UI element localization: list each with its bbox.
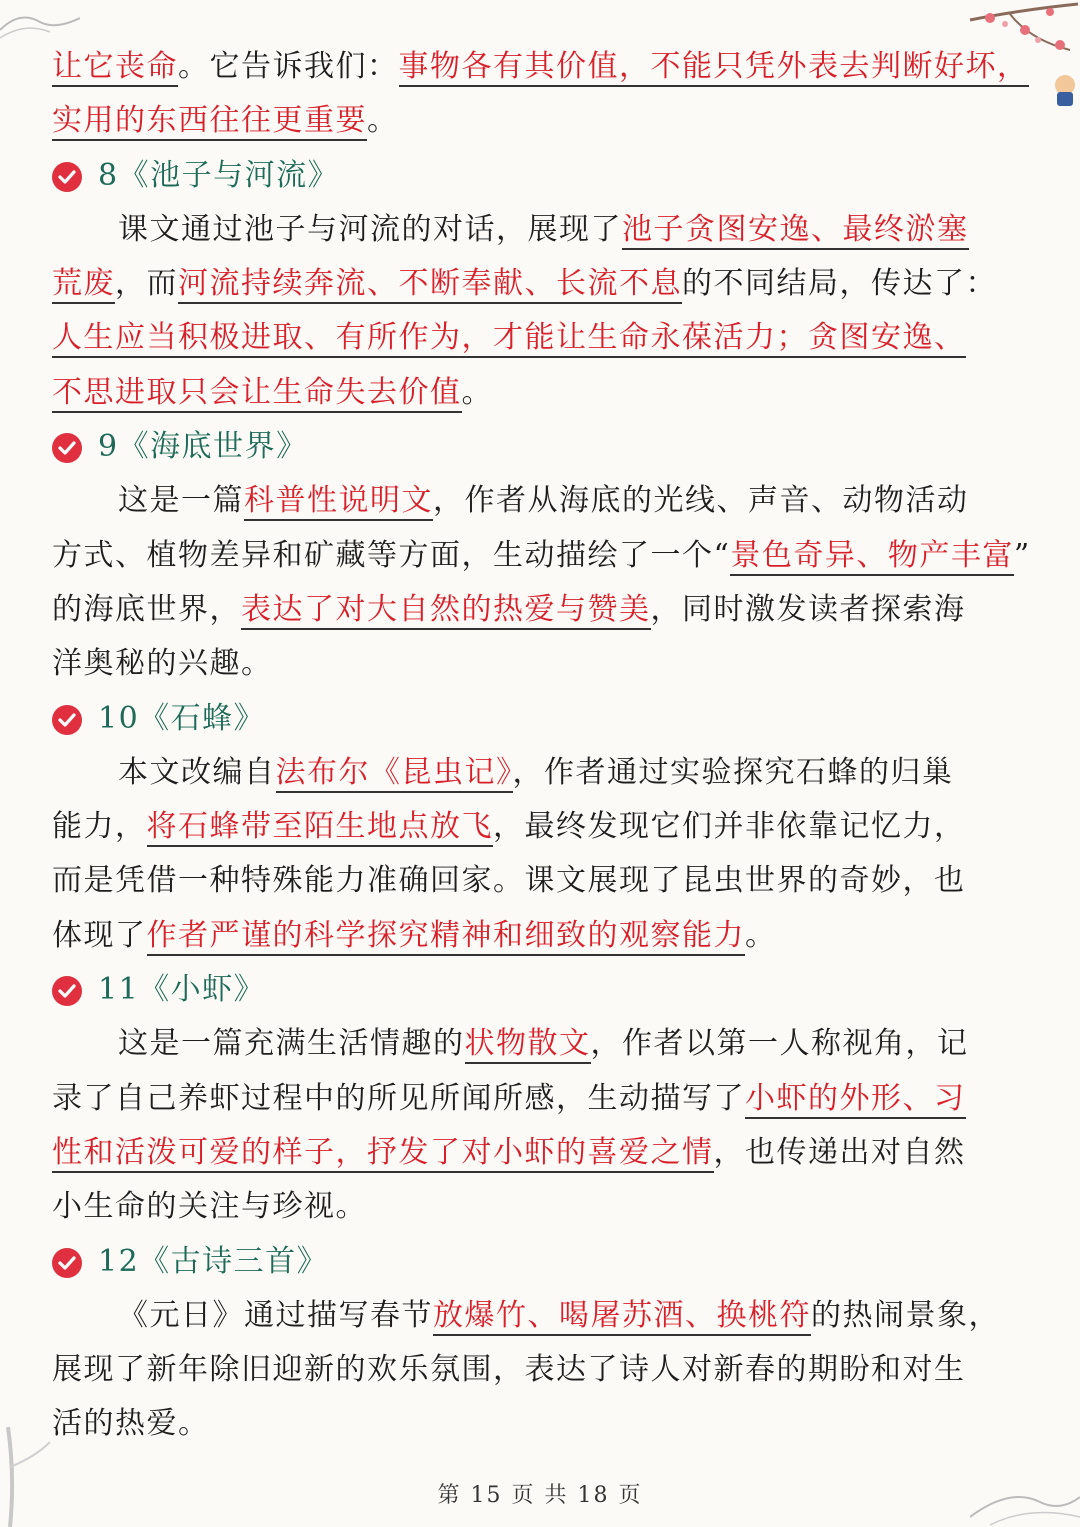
body-text: 洋奥秘的兴趣。 bbox=[52, 646, 273, 682]
text-line bbox=[52, 366, 1002, 420]
key-point-text: 事物各有其价值，不能只凭外表去判断好坏， bbox=[399, 49, 1029, 87]
body-text: 的海底世界， bbox=[52, 591, 241, 627]
text-line bbox=[52, 1072, 1002, 1126]
section-heading bbox=[52, 963, 1002, 1017]
check-circle-icon bbox=[52, 433, 82, 463]
body-text: ，最终发现它们并非依靠记忆力， bbox=[493, 809, 966, 845]
check-circle-icon bbox=[52, 976, 82, 1006]
body-text: 这是一篇 bbox=[118, 483, 244, 519]
key-point-text: 性和活泼可爱的样子，抒发了对小虾的喜爱之情 bbox=[52, 1135, 714, 1173]
body-text: 的不同结局，传达了： bbox=[682, 266, 997, 302]
text-line bbox=[52, 1343, 1002, 1397]
body-text: 能力， bbox=[52, 809, 147, 845]
body-text: 。 bbox=[745, 917, 777, 953]
body-text: 课文通过池子与河流的对话，展现了 bbox=[118, 211, 622, 247]
text-line bbox=[52, 474, 1002, 528]
text-line bbox=[52, 800, 1002, 854]
text-line bbox=[52, 909, 1002, 963]
body-text: ” bbox=[1013, 537, 1031, 573]
key-point-text: 法布尔《昆虫记》 bbox=[276, 755, 513, 793]
key-point-text: 实用的东西往往更重要 bbox=[52, 103, 367, 141]
text-line bbox=[52, 1289, 1002, 1343]
page-footer: 第 15 页 共 18 页 bbox=[437, 1483, 643, 1508]
body-text: ，作者从海底的光线、声音、动物活动 bbox=[433, 483, 969, 519]
key-point-text: 不思进取只会让生命失去价值 bbox=[52, 375, 462, 413]
text-line bbox=[52, 529, 1031, 583]
ink-landscape-decoration bbox=[0, 0, 80, 40]
body-text: ，也传递出对自然 bbox=[713, 1134, 966, 1170]
key-point-text: 河流持续奔流、不断奉献、长流不息 bbox=[178, 266, 682, 304]
text-line bbox=[52, 1126, 1002, 1180]
key-point-text: 让它丧命 bbox=[52, 49, 178, 87]
text-line bbox=[52, 203, 1002, 257]
key-point-text: 荒废 bbox=[52, 266, 115, 304]
body-text: 录了自己养虾过程中的所见所闻所感，生动描写了 bbox=[52, 1080, 745, 1116]
body-text: 小生命的关注与珍视。 bbox=[52, 1189, 367, 1225]
body-text: 的热闹景象， bbox=[811, 1297, 1000, 1333]
text-line bbox=[52, 854, 1002, 908]
section-heading-text: 11《小虾》 bbox=[98, 972, 266, 1008]
body-text: ，而 bbox=[115, 266, 178, 302]
key-point-text: 小虾的外形、习 bbox=[745, 1081, 966, 1119]
section-heading-text: 12《古诗三首》 bbox=[98, 1243, 329, 1279]
section-heading-text: 10《石蜂》 bbox=[98, 700, 266, 736]
section-heading bbox=[52, 149, 1002, 203]
check-circle-icon bbox=[52, 162, 82, 192]
section-heading bbox=[52, 1235, 1002, 1289]
text-line bbox=[52, 1397, 1002, 1451]
check-circle-icon bbox=[52, 1248, 82, 1278]
text-line bbox=[52, 311, 1002, 365]
body-text: 《元日》通过描写春节 bbox=[118, 1297, 433, 1333]
text-line bbox=[52, 746, 1002, 800]
key-point-text: 科普性说明文 bbox=[244, 483, 433, 521]
check-circle-icon bbox=[52, 705, 82, 735]
key-point-text: 状物散文 bbox=[465, 1026, 591, 1064]
key-point-text: 池子贪图安逸、最终淤塞 bbox=[622, 212, 969, 250]
body-text: 体现了 bbox=[52, 917, 147, 953]
body-text: 。 bbox=[367, 103, 399, 139]
section-heading-text: 8《池子与河流》 bbox=[98, 157, 340, 193]
body-text: ，作者通过实验探究石蜂的归巢 bbox=[512, 754, 954, 790]
body-text: 活的热爱。 bbox=[52, 1406, 210, 1442]
key-point-text: 景色奇异、物产丰富 bbox=[730, 538, 1014, 576]
document-body bbox=[52, 40, 1031, 1452]
body-text: 。它告诉我们： bbox=[178, 49, 399, 84]
text-line bbox=[52, 1180, 1002, 1234]
key-point-text: 将石蜂带至陌生地点放飞 bbox=[147, 809, 494, 847]
section-heading-text: 9《海底世界》 bbox=[98, 429, 308, 465]
text-line bbox=[52, 94, 1002, 148]
body-text: ，同时激发读者探索海 bbox=[650, 591, 966, 627]
text-line bbox=[52, 1017, 1002, 1071]
text-line bbox=[52, 257, 1002, 311]
body-text: 本文改编自 bbox=[118, 754, 276, 790]
body-text: 方式、植物差异和矿藏等方面，生动描绘了一个“ bbox=[52, 537, 731, 573]
text-line bbox=[52, 583, 1002, 637]
body-text: ，作者以第一人称视角，记 bbox=[590, 1026, 969, 1062]
key-point-text: 表达了对大自然的热爱与赞美 bbox=[241, 592, 651, 630]
key-point-text: 人生应当积极进取、有所作为，才能让生命永葆活力；贪图安逸、 bbox=[52, 320, 966, 358]
text-line bbox=[52, 637, 1002, 691]
body-text: 而是凭借一种特殊能力准确回家。课文展现了昆虫世界的奇妙，也 bbox=[52, 863, 966, 899]
body-text: 展现了新年除旧迎新的欢乐氛围，表达了诗人对新春的期盼和对生 bbox=[52, 1352, 966, 1388]
body-text: 。 bbox=[461, 374, 493, 410]
section-heading bbox=[52, 420, 1002, 474]
key-point-text: 放爆竹、喝屠苏酒、换桃符 bbox=[433, 1298, 811, 1336]
text-line bbox=[52, 40, 1029, 94]
key-point-text: 作者严谨的科学探究精神和细致的观察能力 bbox=[147, 918, 746, 956]
section-heading bbox=[52, 692, 1002, 746]
body-text: 这是一篇充满生活情趣的 bbox=[118, 1026, 465, 1062]
